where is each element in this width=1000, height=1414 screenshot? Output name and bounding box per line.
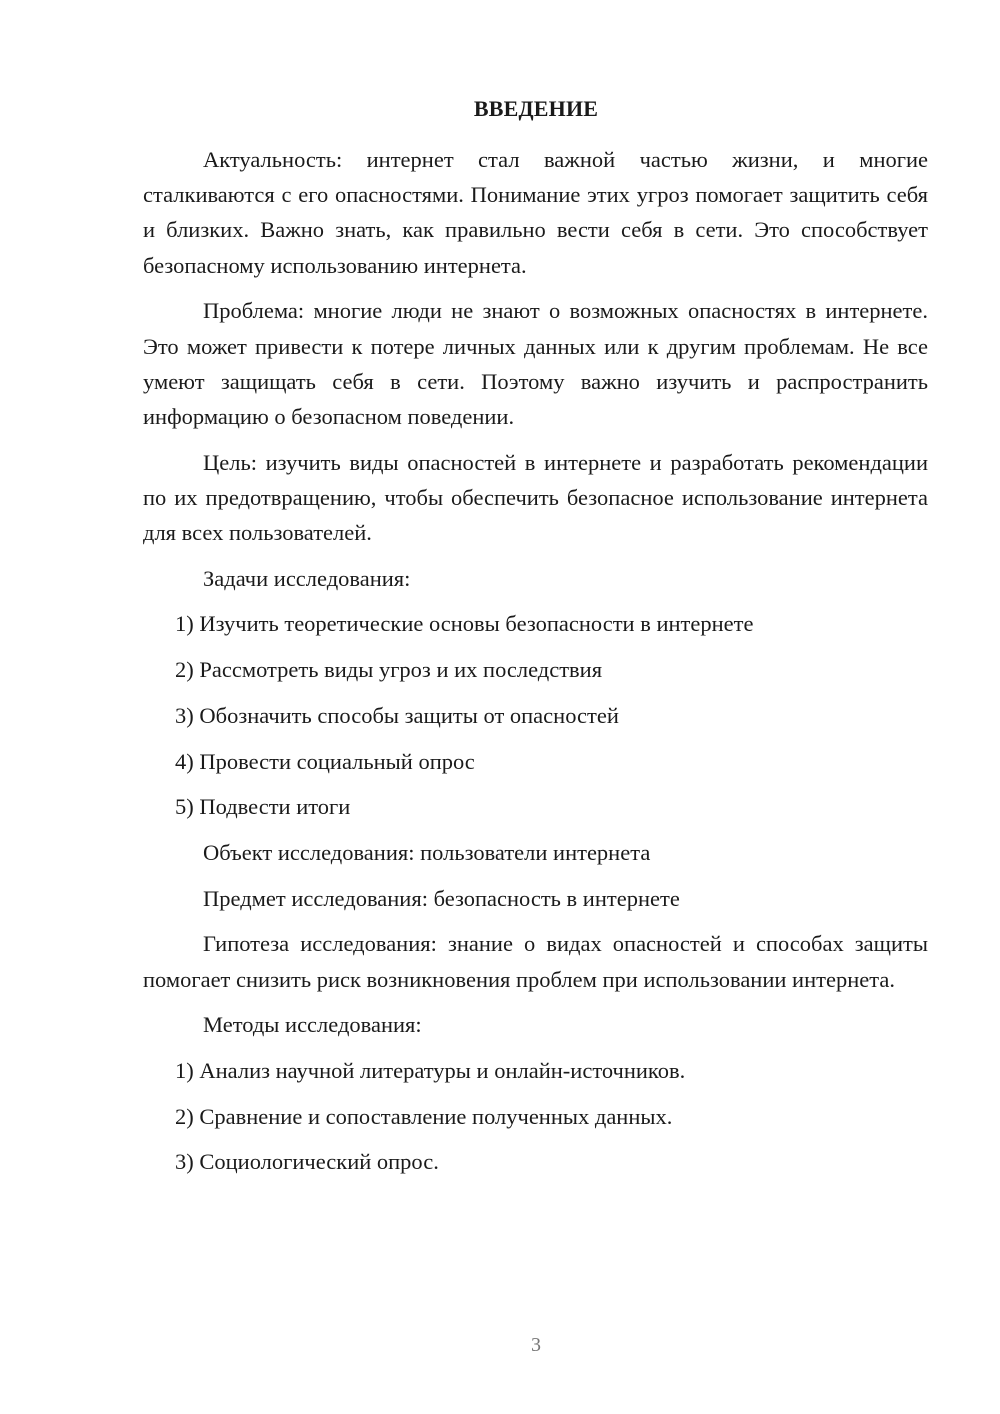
page-title: ВВЕДЕНИЕ: [473, 96, 599, 121]
list-item: 2) Сравнение и сопоставление полученных данных.: [175, 1103, 673, 1129]
list-item: 1) Изучить теоретические основы безопасности в интернете: [175, 611, 754, 637]
methods-heading: Методы исследования:: [203, 1012, 422, 1038]
list-item: 5) Подвести итоги: [175, 794, 351, 820]
list-item: 2) Рассмотреть виды угроз и их последствия: [175, 657, 603, 683]
list-item: 3) Обозначить способы защиты от опасностей: [175, 702, 619, 728]
research-object: Объект исследования: пользователи интернета: [203, 839, 651, 865]
goal-paragraph: Цель: изучить виды опасностей в интернете и разработать рекомендации по их предотвращению, чтобы обеспечить безопасное использование интернета для всех пользователей.: [143, 449, 928, 546]
list-item: 4) Провести социальный опрос: [175, 748, 475, 774]
tasks-list: [143, 606, 928, 824]
page-number: 3: [531, 1334, 541, 1356]
tasks-heading: Задачи исследования:: [203, 565, 411, 591]
list-item: 1) Анализ научной литературы и онлайн-источников.: [175, 1057, 686, 1083]
research-subject: Предмет исследования: безопасность в интернете: [203, 885, 680, 911]
relevance-paragraph: Актуальность: интернет стал важной частью жизни, и многие сталкиваются с его опасностями. Понимание этих угроз помогает защитить себя и близких. Важно знать, как правильно вести себя в сети. Это способствует безопасному использованию интернета.: [143, 147, 928, 278]
methods-list: [143, 1053, 928, 1180]
problem-paragraph: Проблема: многие люди не знают о возможных опасностях в интернете. Это может привести к потере личных данных или к другим проблемам. Не все умеют защищать себя в сети. Поэтому важно изучить и распространить информацию о безопасном поведении.: [143, 298, 928, 429]
document-body: [143, 142, 928, 1190]
list-item: 3) Социологический опрос.: [175, 1149, 439, 1175]
hypothesis-paragraph: Гипотеза исследования: знание о видах опасностей и способах защиты помогает снизить риск возникновения проблем при использовании интернета.: [143, 931, 928, 992]
